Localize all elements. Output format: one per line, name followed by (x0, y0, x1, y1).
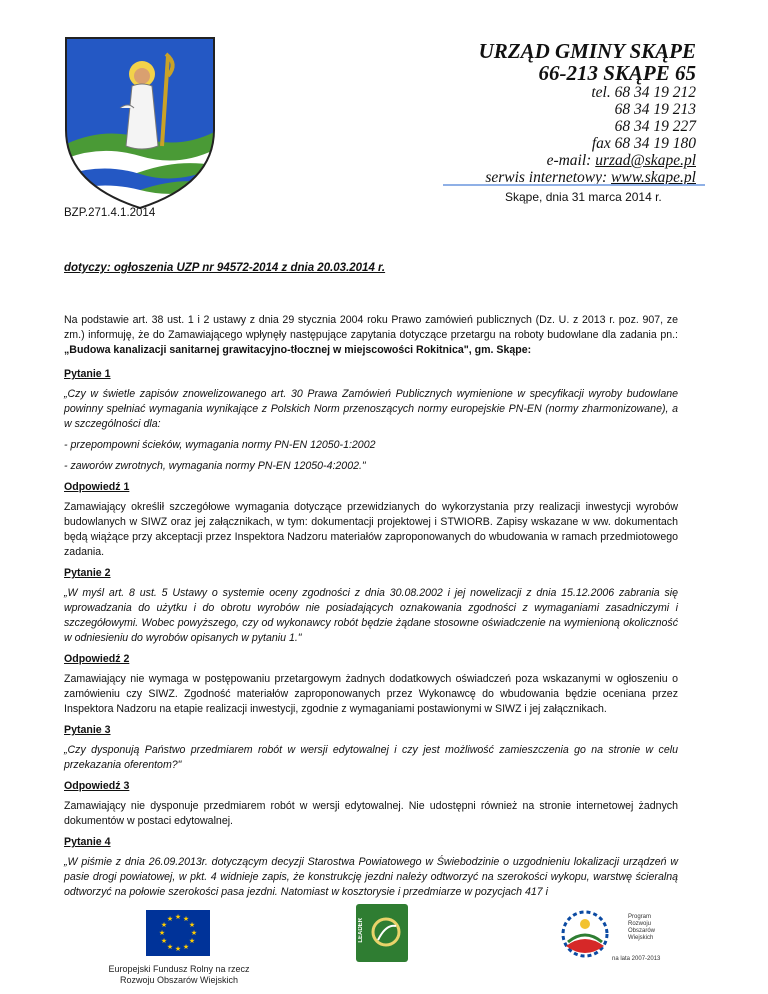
svg-text:★: ★ (188, 937, 196, 945)
task-name: „Budowa kanalizacji sanitarnej grawitacyjno-tłocznej w miejscowości Rokitnica", gm. Skąpe: (64, 344, 532, 356)
question-1-text: „Czy w świetle zapisów znowelizowanego art. 30 Prawa Zamówień Publicznych wymienione w specyfikacji wyroby budowlane powinny spełniać wymagania wynikające z Polskich Norm przenoszących normy europejskie PN-EN (normy zharmonizowane), a w szczególności dla: (64, 388, 678, 430)
svg-text:★: ★ (158, 929, 166, 937)
prow-years: na lata 2007-2013 (612, 956, 661, 962)
question-3-text: „Czy dysponują Państwo przedmiarem robót w wersji edytowalnej i czy jest możliwość zamieszczenia go na stronie w celu przekazania oferentom?" (64, 744, 678, 771)
coat-of-arms-image (62, 34, 218, 212)
svg-text:★: ★ (160, 921, 168, 929)
document-body (64, 313, 678, 906)
eu-fund-caption (90, 964, 268, 986)
question-1-heading: Pytanie 1 (64, 368, 111, 380)
question-3-heading: Pytanie 3 (64, 724, 111, 736)
office-phone-3: 68 34 19 227 (614, 118, 696, 135)
eu-fund-line-2: Rozwoju Obszarów Wiejskich (119, 975, 239, 985)
answer-1-text: Zamawiający określił szczegółowe wymagania dotyczące przewidzianych do wykorzystania przy realizacji inwestycji wyrobów budowlanych w SIWZ oraz jej załącznikach, w tym: dokumentacji projektowej i STWIORB. Zapisy wskazane w ww. dokumentach będą wiążące przy akceptacji przez Inspektora Nadzoru materiałów zaproponowanych do wbudowania w ramach przedmiotowego zadania. (64, 501, 678, 558)
question-2-text: „W myśl art. 8 ust. 5 Ustawy o systemie oceny zgodności z dnia 30.08.2002 i jej nowelizacji z dnia 15.12.2006 zabrania się wprowadzania do użytku i do obrotu wyrobów nie posiadających oznakowania zgodności z wymaganiami zasadniczymi i szczegółowymi. Wobec powyższego, czy od wykonawcy robót będzie żądane stosowne oświadczenie na wymienioną okoliczność w odniesieniu do wyrobów opisanych w pytaniu 1." (64, 587, 678, 644)
prow-line-3: Obszarów (628, 928, 656, 934)
question-4-text: „W piśmie z dnia 26.09.2013r. dotyczącym decyzji Starostwa Powiatowego w Świebodzinie o uzgodnieniu lokalizacji urządzeń w pasie drogi powiatowej, w pkt. 4 widnieje zapis, że konstrukcję jezdni należy odtworzyć na szerokości wykopu, warstwę ścieralną odtworzyć na połowie szerokości pasa jezdni. Natomiast w kosztorysie i przedmiarze w pozycjach 417 i (64, 856, 678, 898)
answer-3-heading: Odpowiedź 3 (64, 780, 130, 792)
office-phone: tel. 68 34 19 212 (591, 84, 696, 101)
svg-text:★: ★ (174, 913, 182, 921)
svg-text:★: ★ (166, 943, 174, 951)
email-label: e-mail: (546, 152, 596, 169)
answer-2-heading: Odpowiedź 2 (64, 653, 130, 665)
eu-fund-line-1: Europejski Fundusz Rolny na rzecz (108, 964, 250, 974)
document-subject: dotyczy: ogłoszenia UZP nr 94572-2014 z dnia 20.03.2014 r. (64, 262, 386, 274)
office-name: URZĄD GMINY SKĄPE (478, 39, 696, 63)
office-fax: fax 68 34 19 180 (591, 135, 696, 152)
website-link[interactable]: www.skape.pl (611, 169, 696, 186)
answer-2-text: Zamawiający nie wymaga w postępowaniu przetargowym żadnych dodatkowych oświadczeń poza wskazanymi w ogłoszeniu o zamówieniu czy SIWZ. Zgodność materiałów zaproponowanych przez Wykonawcę do wbudowania będzie oceniana przez Inspektora Nadzoru na etapie realizacji inwestycji, zgodnie z wymaganiami postawionymi w SIWZ i jej załącznikach. (64, 673, 678, 715)
document-date: Skąpe, dnia 31 marca 2014 r. (505, 190, 662, 204)
intro-text: Na podstawie art. 38 ust. 1 i 2 ustawy z dnia 29 stycznia 2004 roku Prawo zamówień publicznych (Dz. U. z 2013 r. poz. 907, ze zm.) informuję, że do Zamawiającego wpłynęły następujące zapytania dotyczące przetargu na roboty budowlane dla zadania pn.: (64, 314, 678, 341)
eu-flag-icon (146, 910, 210, 956)
prow-line-1: Program (628, 914, 652, 920)
office-email (479, 152, 696, 169)
answer-3-text: Zamawiający nie dysponuje przedmiarem robót w wersji edytowalnej. Nie udostępni również na stronie internetowej żadnych dokumentów w postaci edytowalnej. (64, 800, 678, 827)
question-2-heading: Pytanie 2 (64, 567, 111, 579)
question-1-item-2: - zaworów zwrotnych, wymagania normy PN-EN 12050-4:2002." (64, 460, 366, 472)
footer-logos (0, 900, 768, 994)
reference-number: BZP.271.4.1.2014 (64, 207, 156, 219)
leader-logo (356, 904, 408, 962)
letterhead (479, 40, 696, 186)
website-label: serwis internetowy: (485, 169, 612, 186)
svg-text:★: ★ (160, 937, 168, 945)
question-1-item-1: - przepompowni ścieków, wymagania normy PN-EN 12050-1:2002 (64, 439, 376, 451)
prow-line-4: Wiejskich (628, 935, 654, 941)
svg-text:★: ★ (190, 929, 198, 937)
answer-1-heading: Odpowiedź 1 (64, 481, 130, 493)
intro-paragraph (64, 313, 678, 358)
svg-text:★: ★ (166, 915, 174, 923)
svg-text:★: ★ (174, 945, 182, 953)
question-4-heading: Pytanie 4 (64, 836, 111, 848)
leader-label: LEADER (358, 918, 364, 943)
office-address: 66-213 SKĄPE 65 (538, 61, 696, 85)
email-link[interactable]: urzad@skape.pl (595, 152, 696, 169)
svg-text:★: ★ (182, 915, 190, 923)
prow-caption (628, 914, 655, 942)
svg-text:★: ★ (188, 921, 196, 929)
office-phone-2: 68 34 19 213 (614, 101, 696, 118)
header-divider (443, 184, 705, 186)
svg-text:★: ★ (182, 943, 190, 951)
prow-line-2: Rozwoju (628, 921, 652, 927)
